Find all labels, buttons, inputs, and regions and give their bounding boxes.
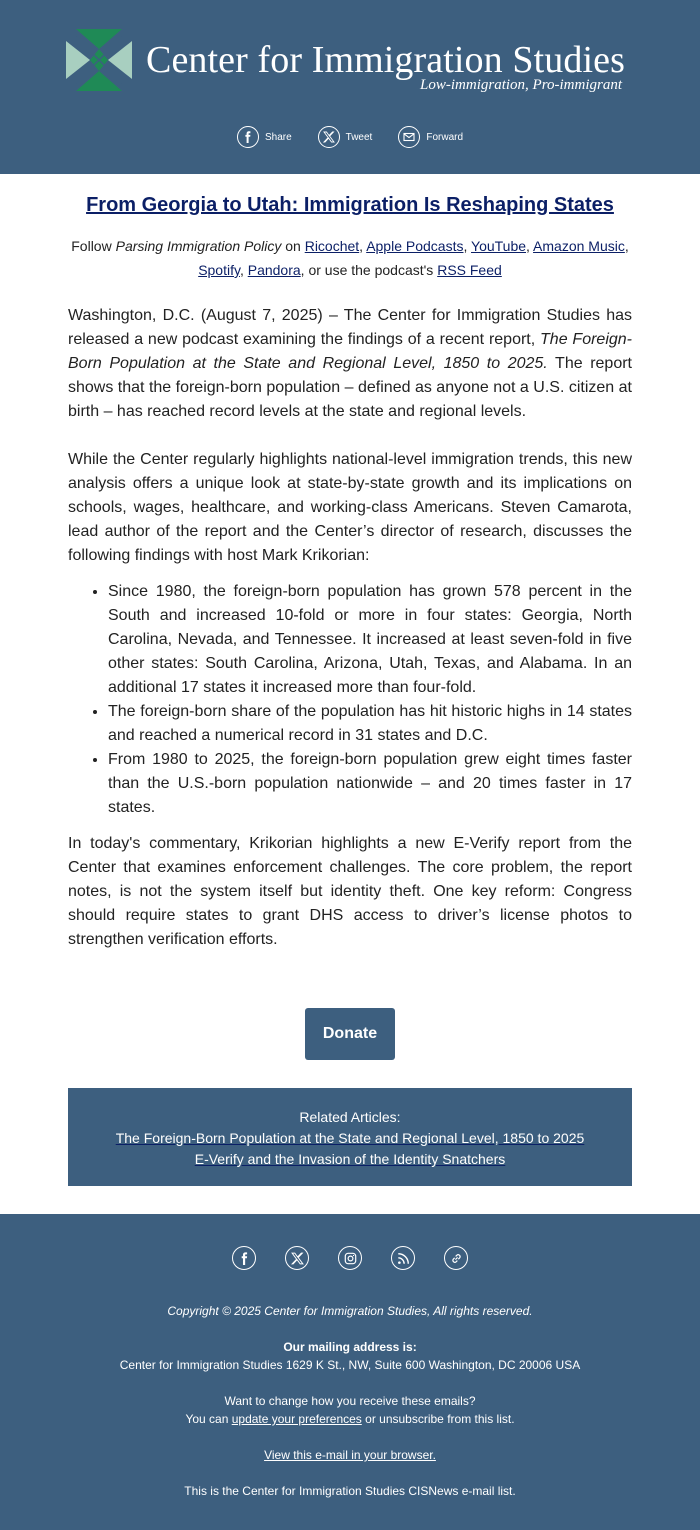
- pandora-link[interactable]: Pandora: [247, 262, 301, 278]
- mailing-address-heading: Our mailing address is:: [283, 1340, 417, 1354]
- related-link-foreign-born[interactable]: The Foreign-Born Population at the State and Regional Level, 1850 to 2025: [115, 1130, 585, 1146]
- follow-on: on: [281, 238, 305, 254]
- social-links: [0, 1246, 700, 1270]
- forward-label: Forward: [426, 131, 464, 143]
- intro-text-a: Washington, D.C. (August 7, 2025) – The Center for Immigration Studies has released a new podcast examining the findings of a recent report,: [68, 307, 632, 348]
- related-heading: Related Articles:: [299, 1109, 401, 1125]
- rss-icon[interactable]: [391, 1246, 415, 1270]
- ricochet-link[interactable]: Ricochet: [304, 238, 360, 254]
- pref-suffix: or unsubscribe from this list.: [361, 1412, 515, 1426]
- report-title: The Foreign-Born Population at the State and Regional Level, 1850 to 2025.: [68, 331, 633, 372]
- tweet-button[interactable]: [318, 126, 373, 148]
- update-preferences-link[interactable]: update your preferences: [231, 1412, 362, 1426]
- share-bar: [0, 126, 700, 148]
- rss-feed-link[interactable]: RSS Feed: [437, 262, 502, 278]
- amazon-music-link[interactable]: Amazon Music: [533, 238, 625, 254]
- related-link-everify[interactable]: E-Verify and the Invasion of the Identity Snatchers: [194, 1151, 506, 1167]
- tweet-label: Tweet: [345, 131, 373, 143]
- finding-item: • From 1980 to 2025, the foreign-born population grew eight times faster than the U.S.-born population nationwide – and 20 times faster in 17 states.: [108, 748, 632, 820]
- donate-button[interactable]: Donate: [305, 1008, 395, 1060]
- commentary-paragraph: In today's commentary, Krikorian highlights a new E-Verify report from the Center that examines enforcement challenges. The core problem, the report notes, is not the system itself but identity theft. One key reform: Congress should require states to grant DHS access to driver’s license photos to strengthen verification efforts.: [68, 835, 632, 948]
- analysis-paragraph: While the Center regularly highlights national-level immigration trends, this new analysis offers a unique look at state-by-state growth and its implications on schools, wages, healthcare, and working-class Americans. Steven Camarota, lead author of the report and the Center’s director of research, discusses the following findings with host Mark Krikorian:: [68, 451, 632, 564]
- share-label: Share: [264, 131, 292, 143]
- facebook-icon[interactable]: [232, 1246, 256, 1270]
- finding-item: • The foreign-born share of the population has hit historic highs in 14 states and reached a numerical record in 31 states and D.C.: [108, 700, 632, 748]
- share-button[interactable]: [237, 126, 292, 148]
- podcast-follow-line: Follow Parsing Immigration Policy on Ricochet, Apple Podcasts, YouTube, Amazon Music, Spotify, Pandora, or use the podcast's RSS Feed: [71, 238, 629, 278]
- email-body: [0, 194, 700, 1186]
- preferences-line: [0, 1412, 700, 1426]
- change-emails-text: Want to change how you receive these emails?: [224, 1394, 476, 1408]
- org-tagline: Low-immigration, Pro-immigrant: [420, 77, 622, 93]
- website-link-icon[interactable]: [444, 1246, 468, 1270]
- follow-prefix: Follow: [71, 238, 116, 254]
- x-icon[interactable]: [285, 1246, 309, 1270]
- mailing-address: Center for Immigration Studies 1629 K St., NW, Suite 600 Washington, DC 20006 USA: [119, 1358, 581, 1372]
- intro-paragraph: [68, 304, 632, 424]
- findings-list: [68, 580, 632, 820]
- follow-or-use: , or use the podcast's: [300, 262, 438, 278]
- copyright-text: Copyright © 2025 Center for Immigration Studies, All rights reserved.: [167, 1304, 533, 1318]
- youtube-link[interactable]: YouTube: [471, 238, 527, 254]
- cis-logo-icon: [66, 27, 132, 93]
- list-name-text: This is the Center for Immigration Studies CISNews e-mail list.: [184, 1484, 516, 1498]
- instagram-icon[interactable]: [338, 1246, 362, 1270]
- org-name: Center for Immigration Studies: [146, 39, 625, 81]
- forward-button[interactable]: [398, 126, 463, 148]
- view-in-browser-link[interactable]: View this e-mail in your browser.: [264, 1448, 436, 1462]
- x-icon: [318, 126, 340, 148]
- view-in-browser: [0, 1448, 700, 1462]
- donate-section: [68, 1008, 632, 1060]
- email-header: [0, 0, 700, 174]
- related-articles: [68, 1088, 632, 1186]
- headline-link[interactable]: From Georgia to Utah: Immigration Is Reshaping States: [86, 194, 614, 216]
- headline: [68, 194, 632, 217]
- intro-text-b: The report shows that the foreign-born population – defined as anyone not a U.S. citizen at birth – has reached record levels at the state and regional levels.: [68, 355, 632, 420]
- spotify-link[interactable]: Spotify: [198, 262, 240, 278]
- email-icon: [398, 126, 420, 148]
- pref-prefix: You can: [185, 1412, 232, 1426]
- facebook-icon: [237, 126, 259, 148]
- podcast-name: Parsing Immigration Policy: [115, 238, 282, 254]
- apple-podcasts-link[interactable]: Apple Podcasts: [366, 238, 464, 254]
- finding-item: • Since 1980, the foreign-born population has grown 578 percent in the South and increased 10-fold or more in four states: Georgia, North Carolina, Nevada, and Tennessee. It increased at least seven-fold in five other states: South Carolina, Arizona, Utah, Texas, and Alabama. In an additional 17 states it increased more than four-fold.: [108, 580, 632, 700]
